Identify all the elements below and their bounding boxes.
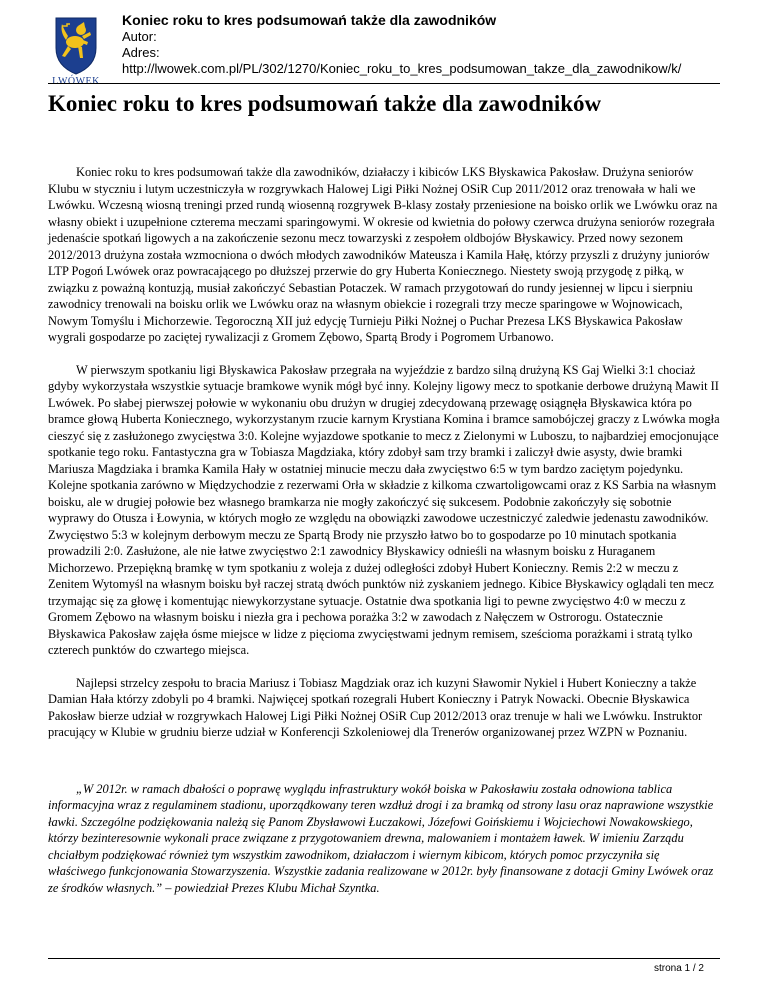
meta-author: Autor: xyxy=(122,29,157,44)
page-number: strona 1 / 2 xyxy=(653,963,704,974)
article-quote: „W 2012r. w ramach dbałości o poprawę wyglądu infrastruktury wokół boiska w Pakosławiu została odnowiona tablica informacyjna wraz z regulaminem stadionu, uporządkowany teren wzdłuż drogi i za bramką od strony lasu oraz naprawione wszystkie ławki. Szczególne podziękowania należą się Panom Zbysławowi Łuczakowi, Józefowi Goińskiemu i Wojciechowi Nowakowskiego, którzy bezinteresownie wykonali prace związane z przygotowaniem drewna, malowaniem i montażem ławek. W imieniu Zarządu chciałbym podziękować również tym wszystkim zawodnikom, działaczom i wiernym kibicom, których pomoc przyczyniła się właściwego funkcjonowania Stowarzyszenia. Wszystkie zadania realizowane w 2012r. były finansowane z dotacji Gminy Lwówek oraz ze środków własnych.” – powiedział Prezes Klubu Michał Szyntka. xyxy=(48,781,714,895)
article-paragraph: Koniec roku to kres podsumowań także dla zawodników, działaczy i kibiców LKS Błyskawica Pakosław. Drużyna seniorów Klubu w styczniu i lutym uczestniczyła w rozgrywkach Halowej Ligi Piłki Nożnej OSiR Cup 2011/2012 oraz trenowała w hali we Lwówku. Wczesną wiosną treningi przed rundą wiosenną rozgrywek B-klasy zostały przeniesione na boisko orlik we Lwówku oraz na własny obiekt i uzupełnione czterema meczami sparingowymi. W okresie od kwietnia do połowy czerwca drużyna seniorów rozegrała jedenaście spotkań ligowych a na zakończenie sezonu mecz towarzyski z zespołem oldbojów Błyskawicy. Przed nowy sezonem 2012/2013 drużyna została wzmocniona o dwóch młodych zawodników Mateusza i Kamila Hałę, którzy przyszli z drużyny juniorów LTP Pogoń Lwówek oraz powracającego po dłuższej przerwie do gry Huberta Koniecznego. Niestety swoją przygodę z piłką, w związku z poważną kontuzją, musiał zakończyć Sebastian Potaczek. W ramach przygotowań do rundy jesiennej w lipcu i sierpniu zawodnicy trenowali na boisku orlik we Lwówku oraz na własnym obiekcie i rozegrali trzy mecze sparingowe w Wojnowicach, Nowym Tomyślu i Michorzewie. Tegoroczną XII już edycję Turnieju Piłki Nożnej o Puchar Prezesa LKS Błyskawica Pakosław wygrali gospodarze po zaciętej rywalizacji z Gromem Zębowo, Spartą Brody i Pogromem Urbanowo. xyxy=(48,165,718,344)
article-paragraph: Najlepsi strzelcy zespołu to bracia Mariusz i Tobiasz Magdziak oraz ich kuzyni Sławomir Nykiel i Hubert Konieczny a także Damian Hała którzy zdobyli po 4 bramki. Najwięcej spotkań rozegrali Hubert Konieczny i Patryk Nowacki. Obecnie Błyskawica Pakosław bierze udział w rozgrywkach Halowej Ligi Piłki Nożnej OSiR Cup 2012/2013 oraz trenuje w hali we Lwówku. Instruktor pracujący w Klubie w grudniu bierze udział w Konferencji Szkoleniowej dla Trenerów organizowanej przez WZPN w Poznaniu. xyxy=(48,675,703,739)
lwowek-coat-of-arms-logo xyxy=(48,14,104,88)
article-paragraph: W pierwszym spotkaniu ligi Błyskawica Pakosław przegrała na wyjeździe z bardzo silną drużyną KS Gaj Wielki 3:1 chociaż gdyby wykorzystała wszystkie sytuacje bramkowe wynik mógł być inny. Kolejny ligowy mecz to spotkanie derbowe drużyną Mawit II Lwówek. Po słabej pierwszej połowie w wykonaniu obu drużyn w drugiej zdecydowaną przewagę osiągnęła Błyskawica która po bramce głową Huberta Koniecznego, wykorzystanym rzucie karnym Krystiana Komina i bramce samobójczej graczy z Lwówka mogła cieszyć się z zasłużonego zwycięstwa 3:0. Kolejne wyjazdowe spotkanie to mecz z Zielonymi w Luboszu, to najbardziej emocjonujące spotkanie tego roku. Fantastyczna gra w Tobiasza Magdziaka, który zdobył sam trzy bramki i zaliczył dwie asysty, dwie bramki Mariusza Magdziaka i bramka Kamila Hały w ostatniej minucie meczu dała zwycięstwo 6:5 w tym bardzo zaciętym pojedynku. Kolejne spotkania zarówno w Międzychodzie z rezerwami Orła w składzie z kilkoma czwartoligowcami oraz z KS Sarbia na własnym boisku, ale w drugiej połowie bez własnego bramkarza nie mogły zakończyć się sukcesem. Podobnie zakończyły się sobotnie wyprawy do Otusza i Łowynia, w których mogło ze względu na obowiązki zawodowe uczestniczyć zaledwie jedenastu zawodników. Zwycięstwo 5:3 w kolejnym derbowym meczu ze Spartą Brody nie przyszło łatwo bo to gospodarze po 10 minutach spotkania prowadzili 2:0. Zasłużone, ale nie łatwe zwycięstwo 2:1 zawodnicy Błyskawicy odnieśli na własnym boisku z Huraganem Michorzewo. Przepiękną bramkę w tym spotkaniu z woleja z dużej odległości zdobył Hubert Konieczny. Remis 2:2 w meczu z Zenitem Wytomyśl na własnym boisku był raczej stratą dwóch punktów niż zyskaniem jednego. Kibice Błyskawicy oglądali ten mecz trzymając się za głowę i komentując niewykorzystane sytuacje. Ostatnie dwa spotkania ligi to pewne zwycięstwo 4:0 w meczu z Gromem Zębowo na własnym boisku i niezła gra i pechowa porażka 3:2 w zawodach z Nałęczem w Ostrorogu. Ostatecznie Błyskawica Pakosław zajęła ósme miejsce w lidze z pięcioma zwycięstwami jednym remisem, sześcioma porażkami i stratą tylko czterech punktów do czwartego miejsca. xyxy=(48,362,720,657)
logo-text: LWÓWEK xyxy=(52,76,100,87)
meta-url: http://lwowek.com.pl/PL/302/1270/Koniec_roku_to_kres_podsumowan_takze_dla_zawodnikow/k/ xyxy=(122,61,682,76)
header-divider xyxy=(48,83,720,84)
document-meta xyxy=(122,12,722,77)
document-header xyxy=(48,12,720,87)
article-body xyxy=(48,164,720,912)
article-title: Koniec roku to kres podsumowań także dla zawodników xyxy=(48,91,602,116)
shield-lion-icon xyxy=(48,14,104,76)
meta-title: Koniec roku to kres podsumowań także dla zawodników xyxy=(122,12,497,28)
meta-address: Adres: xyxy=(122,45,160,60)
footer-divider xyxy=(48,958,720,959)
